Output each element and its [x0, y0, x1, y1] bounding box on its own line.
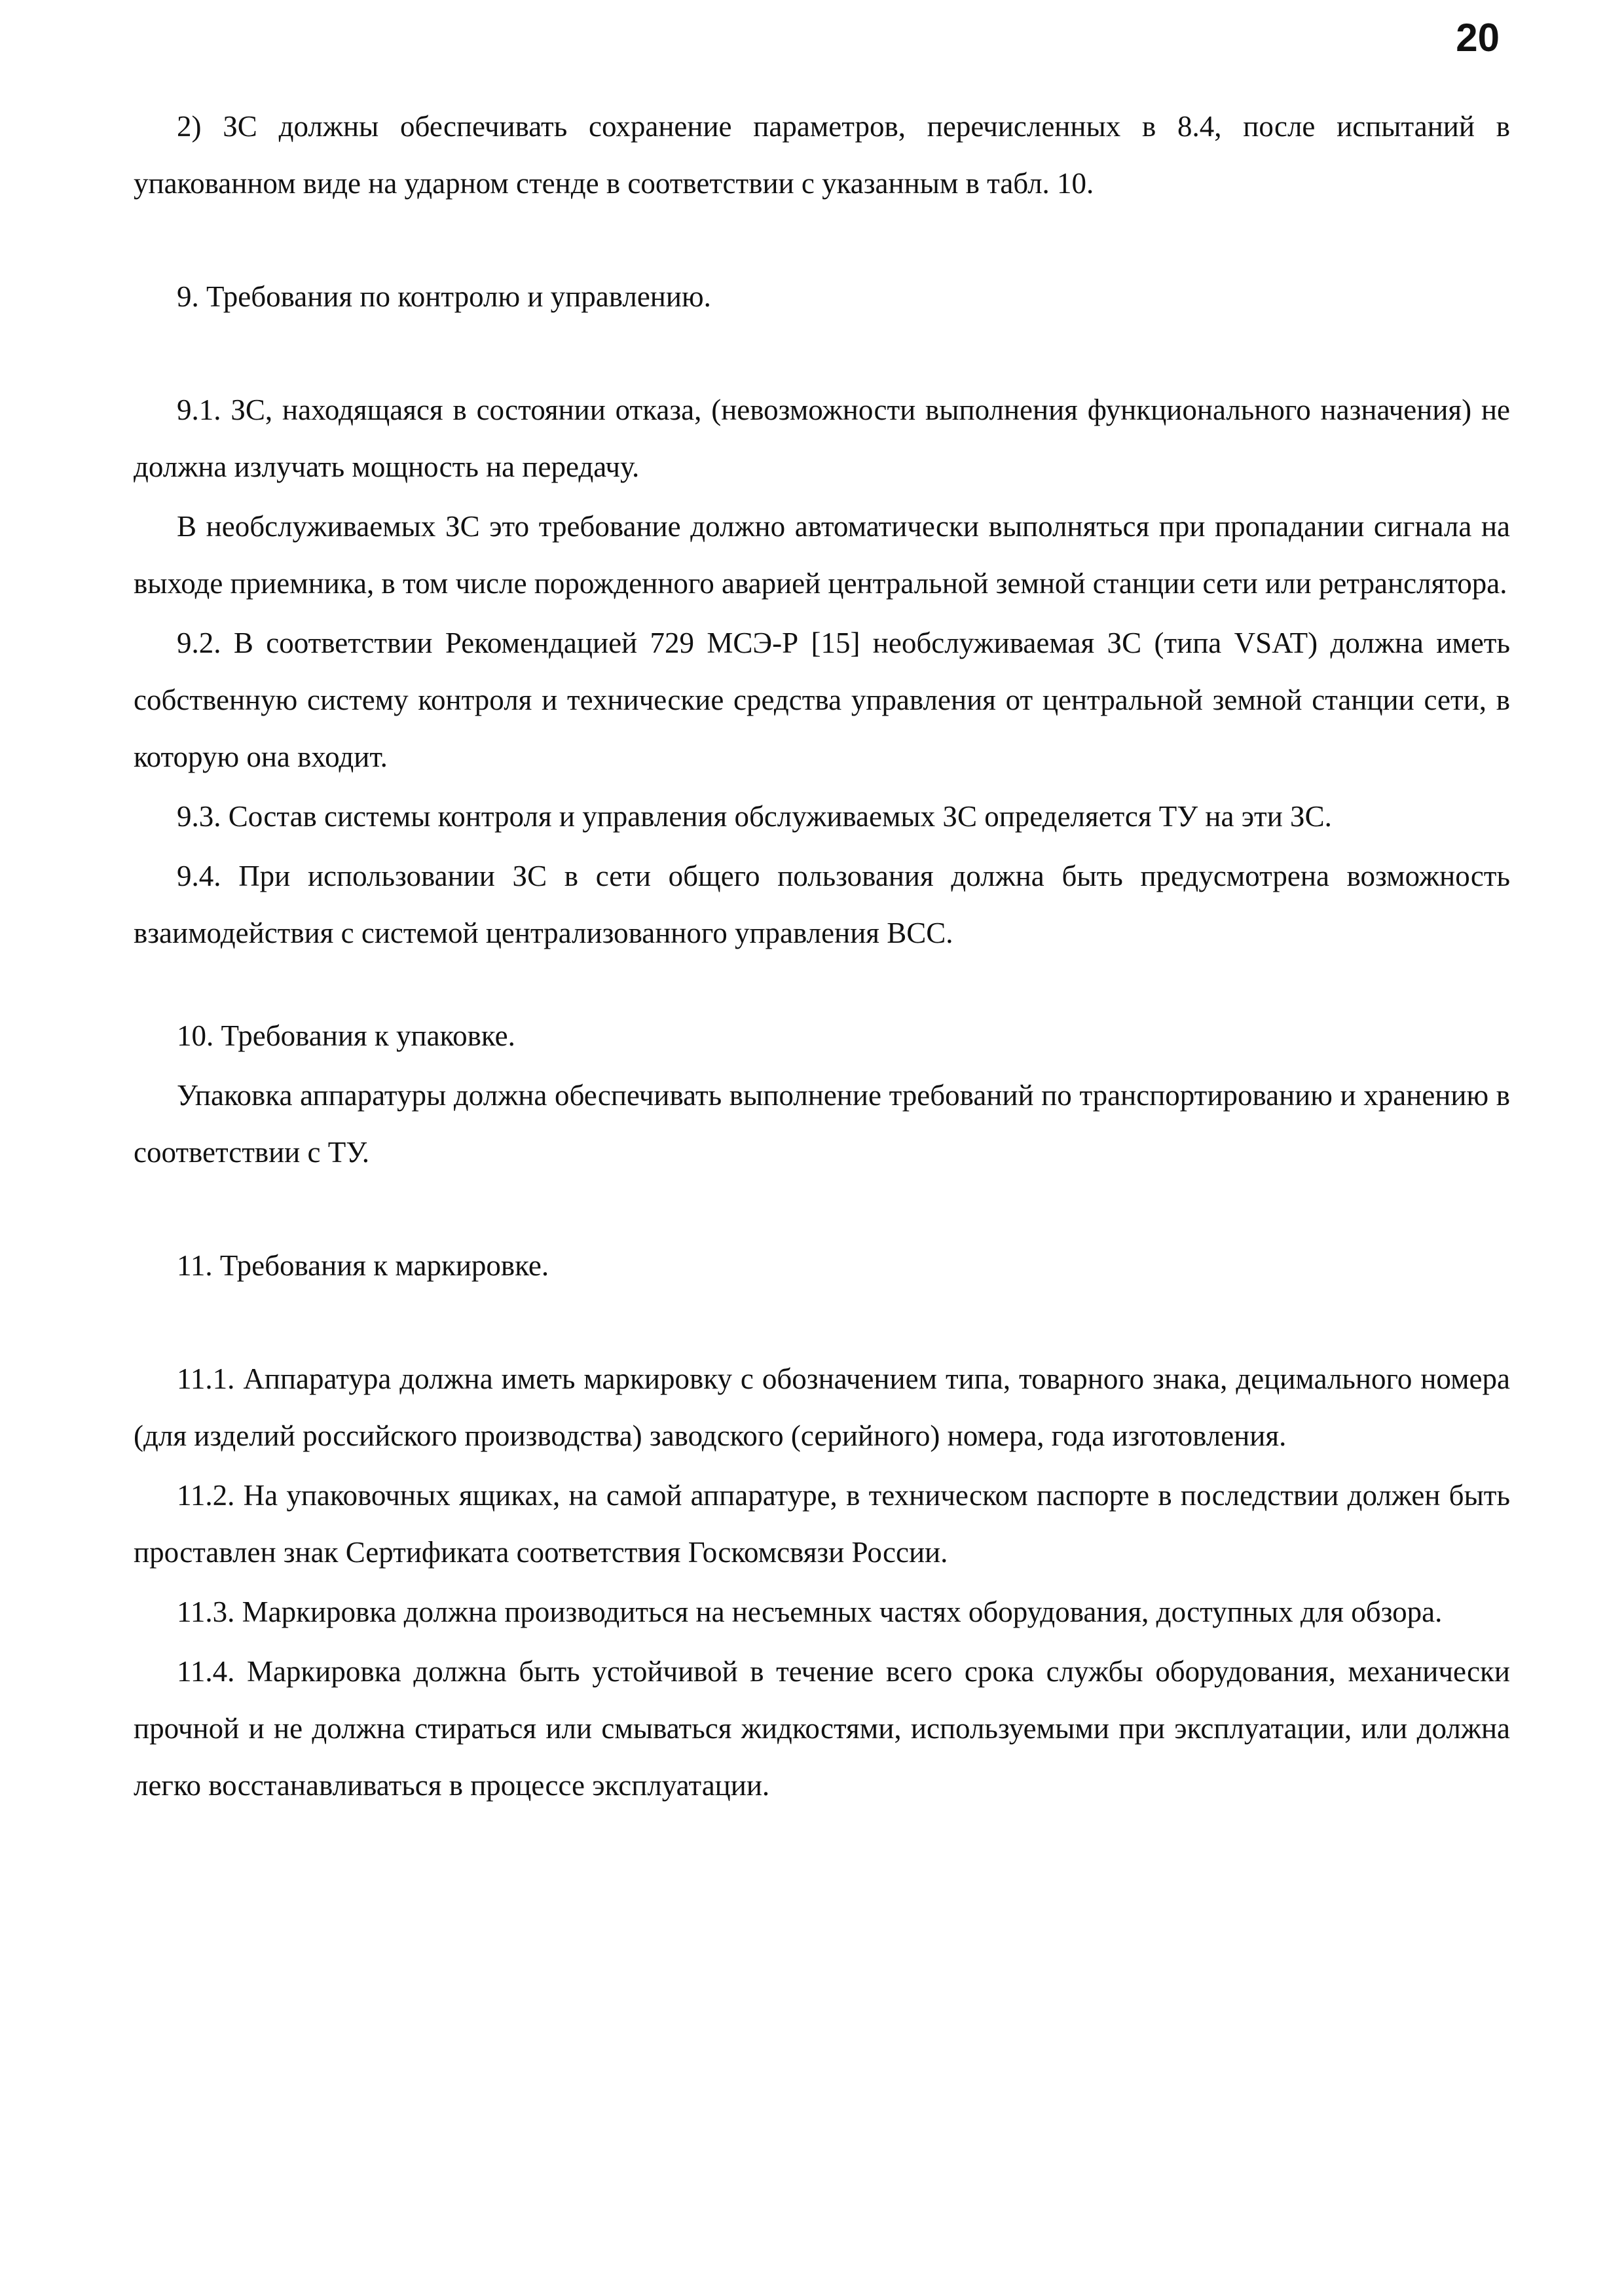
paragraph-9-1: 9.1. ЗС, находящаяся в состоянии отказа, (невозможности выполнения функционального назначения) не должна излучать мощность на передачу. — [134, 393, 1510, 483]
paragraph-9-1-continued: В необслуживаемых ЗС это требование должно автоматически выполняться при пропадании сигнала на выходе приемника, в том числе порожденного аварией центральной земной станции сети или ретранслятора. — [134, 510, 1510, 600]
paragraph-8-4-item-2: 2) ЗС должны обеспечивать сохранение параметров, перечисленных в 8.4, после испытаний в упакованном виде на ударном стенде в соответствии с указанным в табл. 10. — [134, 110, 1510, 200]
paragraph-10: Упаковка аппаратуры должна обеспечивать выполнение требований по транспортированию и хранению в соответствии с ТУ. — [134, 1079, 1510, 1169]
section-heading-10: 10. Требования к упаковке. — [177, 1019, 515, 1052]
paragraph-11-4: 11.4. Маркировка должна быть устойчивой в течение всего срока службы оборудования, механически прочной и не должна стираться или смываться жидкостями, используемыми при эксплуатации, или должна легко восстанавливаться в процессе эксплуатации. — [134, 1655, 1510, 1802]
page-number: 20 — [1456, 16, 1500, 60]
document-body — [134, 98, 1510, 1817]
section-heading-9: 9. Требования по контролю и управлению. — [177, 280, 711, 313]
paragraph-9-4: 9.4. При использовании ЗС в сети общего пользования должна быть предусмотрена возможность взаимодействия с системой централизованного управления ВСС. — [134, 860, 1510, 949]
paragraph-11-2: 11.2. На упаковочных ящиках, на самой аппаратуре, в техническом паспорте в последствии должен быть проставлен знак Сертификата соответствия Госкомсвязи России. — [134, 1479, 1510, 1569]
paragraph-11-3: 11.3. Маркировка должна производиться на несъемных частях оборудования, доступных для обзора. — [177, 1595, 1443, 1628]
paragraph-9-2: 9.2. В соответствии Рекомендацией 729 МСЭ-Р [15] необслуживаемая ЗС (типа VSAT) должна иметь собственную систему контроля и технические средства управления от центральной земной станции сети, в которую она входит. — [134, 627, 1510, 773]
paragraph-11-1: 11.1. Аппаратура должна иметь маркировку с обозначением типа, товарного знака, децимального номера (для изделий российского производства) заводского (серийного) номера, года изготовления. — [134, 1362, 1510, 1452]
section-heading-11: 11. Требования к маркировке. — [177, 1249, 549, 1282]
paragraph-9-3: 9.3. Состав системы контроля и управления обслуживаемых ЗС определяется ТУ на эти ЗС. — [177, 800, 1332, 833]
